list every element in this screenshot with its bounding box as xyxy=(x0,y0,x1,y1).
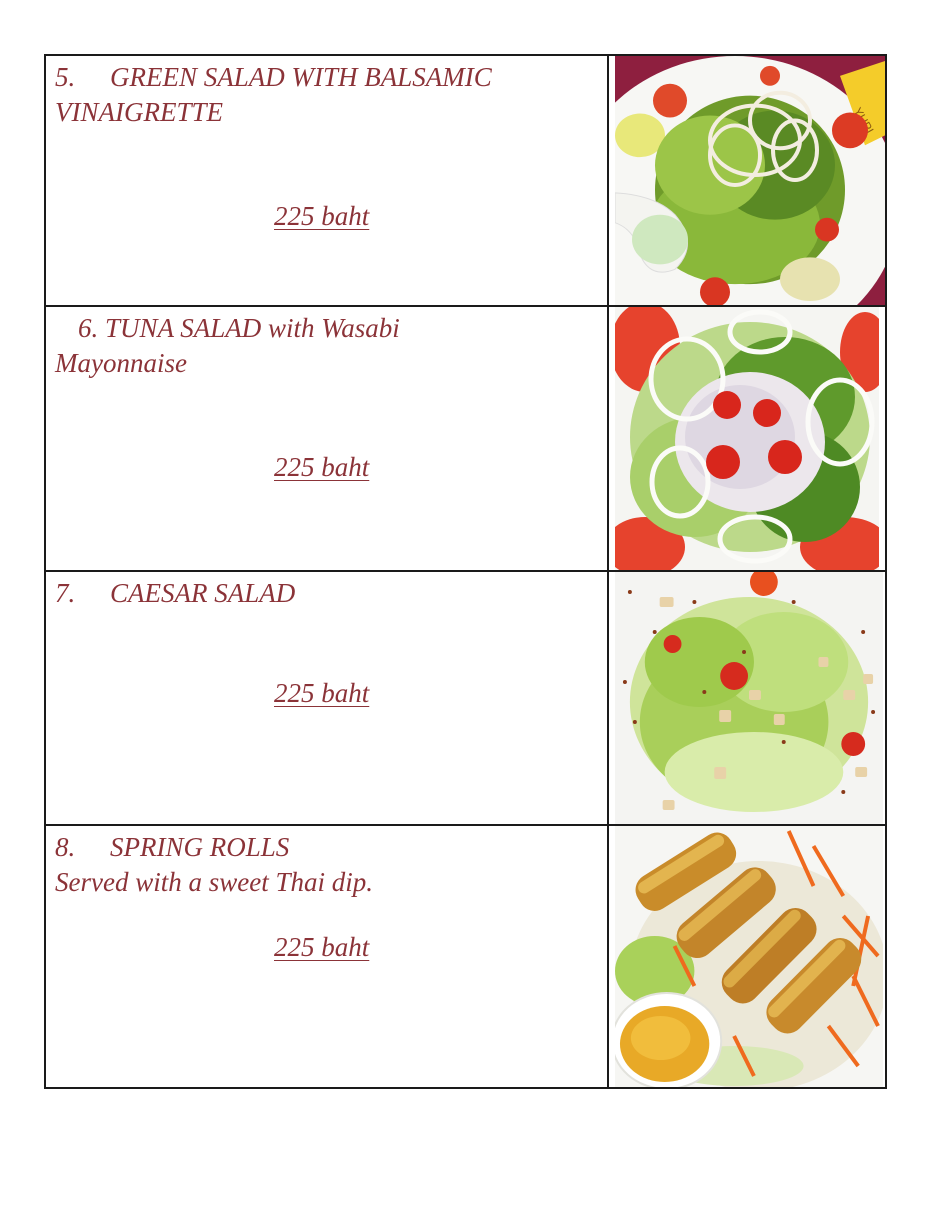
item-price: 225 baht xyxy=(274,201,370,231)
menu-item-spring-rolls xyxy=(44,826,887,1089)
item-description: Served with a sweet Thai dip. xyxy=(55,867,373,897)
item-price: 225 baht xyxy=(274,932,370,962)
menu-item-text xyxy=(46,826,609,1087)
caesar-salad-photo xyxy=(615,572,883,824)
tuna-salad-photo xyxy=(615,307,879,570)
item-price: 225 baht xyxy=(274,452,370,482)
item-title-line: VINAIGRETTE xyxy=(55,97,223,127)
item-title xyxy=(55,576,599,611)
item-number: 5. xyxy=(55,62,76,92)
menu-item-caesar-salad xyxy=(44,572,887,826)
item-number: 8. xyxy=(55,832,76,862)
item-title xyxy=(55,830,599,865)
item-title-line: SPRING ROLLS xyxy=(110,832,290,862)
menu-table xyxy=(44,54,887,1089)
item-title-line: Mayonnaise xyxy=(55,348,187,378)
menu-item-tuna-salad xyxy=(44,307,887,572)
menu-item-green-salad xyxy=(44,54,887,307)
item-title xyxy=(55,311,599,381)
spring-rolls-photo xyxy=(615,826,883,1087)
item-price: 225 baht xyxy=(274,678,370,708)
green-salad-photo xyxy=(615,56,885,305)
item-title-line: GREEN SALAD WITH BALSAMIC xyxy=(110,62,492,92)
item-number: 7. xyxy=(55,578,76,608)
menu-item-text xyxy=(46,56,609,305)
item-title-line: CAESAR SALAD xyxy=(110,578,296,608)
menu-item-text xyxy=(46,307,609,570)
item-title xyxy=(55,60,599,130)
menu-item-text xyxy=(46,572,609,824)
item-title-line: 6. TUNA SALAD with Wasabi xyxy=(78,313,400,343)
